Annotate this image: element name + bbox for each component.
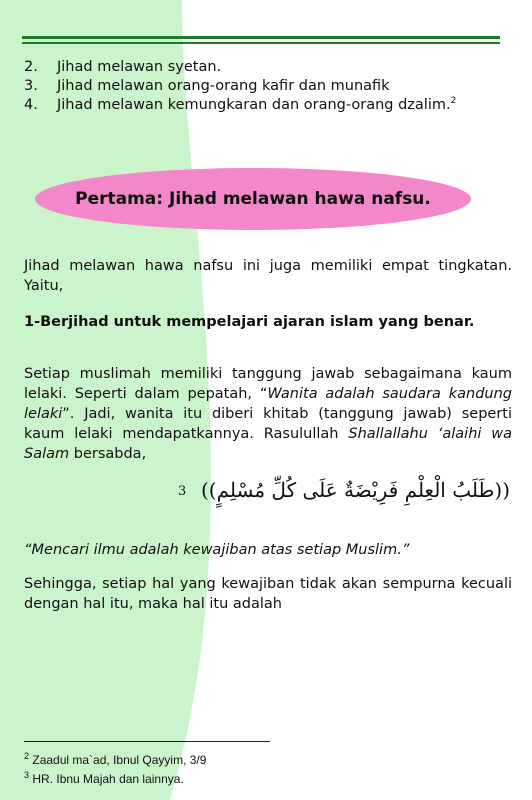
text-run: ”. Jadi, wanita itu diberi khitab (tanggung jawab) seperti kaum lelaki mendapatkannya. Rasulullah bbox=[24, 406, 512, 442]
footnote-ref: 2 bbox=[450, 96, 457, 107]
italic-run: Wanita adalah saudara kandung lelaki bbox=[24, 386, 512, 422]
list-item bbox=[24, 58, 510, 77]
footnote bbox=[24, 772, 184, 786]
hadith-translation: “Mencari ilmu adalah kewajiban atas setiap Muslim.” bbox=[24, 542, 410, 558]
list-number: 2. bbox=[24, 59, 38, 75]
text-run: bersabda, bbox=[69, 446, 147, 462]
intro-paragraph: Jihad melawan hawa nafsu ini juga memiliki empat tingkatan. Yaitu, bbox=[24, 258, 512, 294]
numbered-list bbox=[24, 58, 510, 115]
list-item bbox=[24, 96, 510, 115]
list-text-wrap bbox=[57, 96, 510, 115]
header-rule-top bbox=[22, 36, 500, 39]
list-text: Jihad melawan syetan. bbox=[57, 59, 222, 75]
header-rule-bottom bbox=[22, 42, 500, 44]
list-text: Jihad melawan kemungkaran dan orang-orang dzalim. bbox=[57, 97, 451, 113]
italic-run: Shallallahu ‘alaihi wa Salam bbox=[24, 426, 513, 462]
list-item bbox=[24, 77, 510, 96]
footnote-divider bbox=[24, 741, 270, 742]
footnote-number: 3 bbox=[24, 770, 30, 780]
list-number: 4. bbox=[24, 97, 38, 113]
arabic-hadith: ((طَلَبُ الْعِلْمِ فَرِيْضَةٌ عَلَى كُلِّ مُسْلِمٍ)) bbox=[200, 478, 510, 502]
subheading: 1-Berjihad untuk mempelajari ajaran islam yang benar. bbox=[24, 314, 475, 330]
list-number: 3. bbox=[24, 78, 38, 94]
text-run: Setiap muslimah memiliki tanggung jawab sebagaimana kaum lelaki. Seperti dalam pepatah, “ bbox=[24, 366, 512, 402]
closing-paragraph: Sehingga, setiap hal yang kewajiban tidak akan sempurna kecuali dengan hal itu, maka hal itu adalah bbox=[24, 576, 512, 612]
footnote-text: Zaadul ma`ad, Ibnul Qayyim, 3/9 bbox=[32, 753, 207, 767]
footnote-text: HR. Ibnu Majah dan lainnya. bbox=[32, 772, 184, 786]
footnote-number: 2 bbox=[24, 751, 30, 761]
body-paragraph bbox=[24, 364, 512, 464]
section-heading-pill bbox=[35, 168, 471, 230]
list-text: Jihad melawan orang-orang kafir dan munafik bbox=[57, 78, 390, 94]
footnote bbox=[24, 753, 206, 767]
arabic-footnote-ref: 3 bbox=[178, 484, 187, 499]
section-heading: Pertama: Jihad melawan hawa nafsu. bbox=[75, 189, 431, 209]
